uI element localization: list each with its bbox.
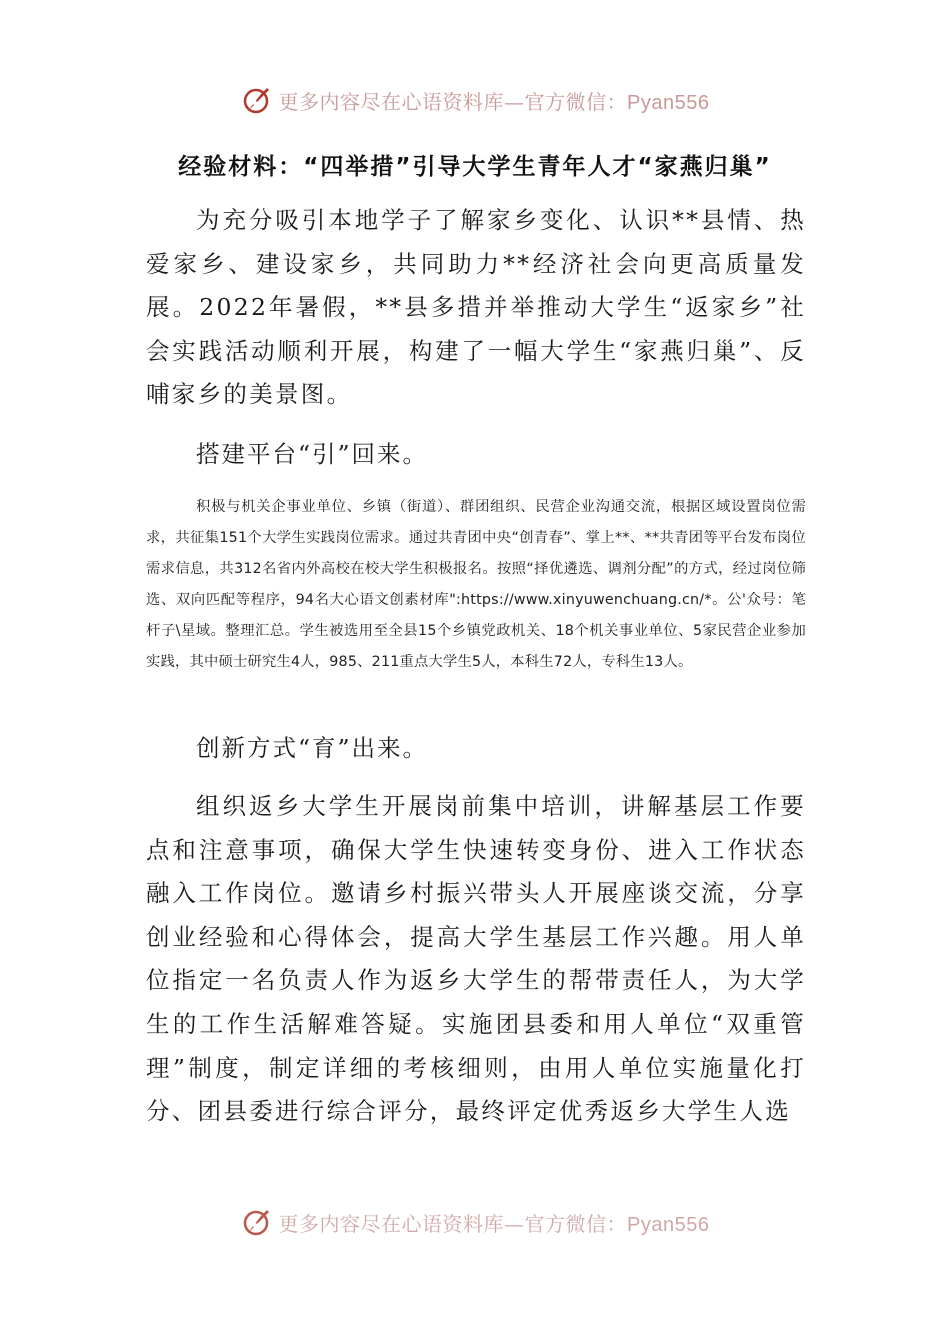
- pen-nib-logo-icon: [241, 84, 273, 116]
- intro-paragraph: 为充分吸引本地学子了解家乡变化、认识**县情、热爱家乡、建设家乡，共同助力**经济社会向更高质量发展。2022年暑假，**县多措并举推动大学生“返家乡”社会实践活动顺利开展，构建了一幅大学生“家燕归巢”、反哺家乡的美景图。: [146, 206, 806, 409]
- document-title: 经验材料：“四举措”引导大学生青年人才“家燕归巢”: [178, 154, 772, 180]
- section-body-1: 积极与机关企事业单位、乡镇（街道）、群团组织、民营企业沟通交流，根据区域设置岗位需求，共征集151个大学生实践岗位需求。通过共青团中央“创青春”、掌上**、**共青团等平台发布岗位需求信息，共312名省内外高校在校大学生积极报名。按照“择优遴选、调剂分配”的方式，经过岗位筛选、双向匹配等程序，94名大心语文创素材库":https://www.xinyuwenchuang.cn/*。公'众号：笔杆子\星域。整理汇总。学生被选用至全县15个乡镇党政机关、18个机关事业单位、5家民营企业参加实践，其中硕士研究生4人，985、211重点大学生5人，本科生72人，专科生13人。: [146, 499, 806, 670]
- pen-nib-logo-icon: [241, 1206, 273, 1238]
- header-banner: [0, 84, 950, 116]
- section-body-2: 组织返乡大学生开展岗前集中培训，讲解基层工作要点和注意事项，确保大学生快速转变身份、进入工作状态融入工作岗位。邀请乡村振兴带头人开展座谈交流，分享创业经验和心得体会，提高大学生基层工作兴趣。用人单位指定一名负责人作为返乡大学生的帮带责任人，为大学生的工作生活解难答疑。实施团县委和用人单位“双重管理”制度，制定详细的考核细则，由用人单位实施量化打分、团县委进行综合评分，最终评定优秀返乡大学生人选: [146, 792, 806, 1126]
- footer-banner: [0, 1206, 950, 1238]
- banner-text: 更多内容尽在心语资料库—官方微信：Pyan556: [278, 1211, 710, 1236]
- section-heading-2: 创新方式“育”出来。: [196, 734, 429, 762]
- banner-text: 更多内容尽在心语资料库—官方微信：Pyan556: [278, 89, 710, 114]
- section-heading-1: 搭建平台“引”回来。: [196, 440, 429, 468]
